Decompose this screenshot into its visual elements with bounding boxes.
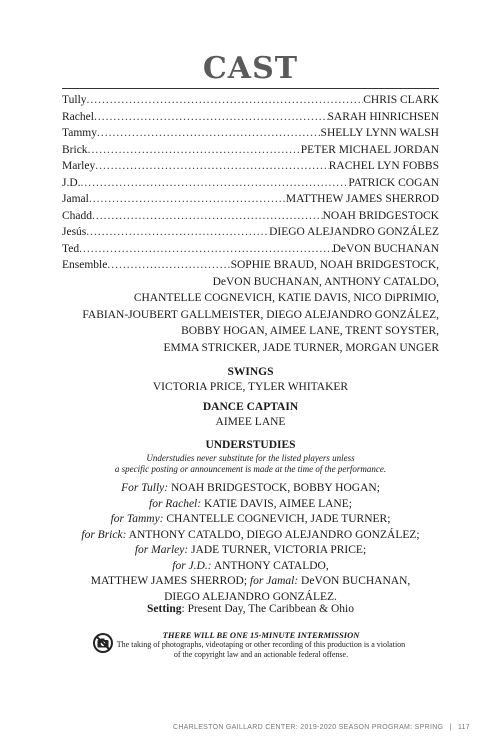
leader-dots <box>107 257 230 274</box>
dance-captain-section <box>0 400 501 430</box>
understudy-role: for J.D.: <box>172 559 212 572</box>
leader-dots <box>95 158 329 175</box>
understudy-names: JADE TURNER, VICTORIA PRICE; <box>191 544 367 556</box>
understudy-role: For Tully: <box>121 482 169 494</box>
leader-dots <box>87 92 364 109</box>
leader-dots <box>89 191 286 208</box>
actor-name: DeVON BUCHANAN <box>332 242 439 255</box>
understudy-role: for Jamal: <box>249 575 299 587</box>
actor-name: PATRICK COGAN <box>348 176 439 189</box>
understudy-role: for Rachel: <box>149 497 202 510</box>
understudy-line <box>0 559 501 575</box>
page-number: 117 <box>457 724 470 731</box>
understudy-names: DeVON BUCHANAN, <box>301 575 411 587</box>
program-title: CHARLESTON GAILLARD CENTER: 2019-2020 SEASON PROGRAM: SPRING <box>172 724 444 731</box>
swings-names: VICTORIA PRICE, TYLER WHITAKER <box>152 381 349 393</box>
understudy-names: NOAH BRIDGESTOCK, BOBBY HOGAN; <box>170 482 380 494</box>
actor-name: PETER MICHAEL JORDAN <box>300 143 439 156</box>
ensemble-line: FABIAN-JOUBERT GALLMEISTER, DIEGO ALEJANDRO GONZÁLEZ, <box>82 308 439 321</box>
role-name: Jesús <box>62 226 87 238</box>
page-footer <box>0 724 470 731</box>
understudy-role: for Brick: <box>81 528 127 541</box>
understudies-note: Understudies never substitute for the listed players unless <box>146 453 355 463</box>
understudy-line <box>0 574 501 590</box>
ensemble-line: CHANTELLE COGNEVICH, KATIE DAVIS, NICO DiPRIMIO, <box>133 292 439 304</box>
leader-dots <box>97 125 321 142</box>
ensemble-line: DeVON BUCHANAN, ANTHONY CATALDO, <box>212 275 439 288</box>
cast-row <box>62 175 439 192</box>
copyright-notice: The taking of photographs, videotaping or other recording of this production is a violation <box>116 640 406 649</box>
understudy-names: ANTHONY CATALDO, <box>213 559 329 572</box>
intermission-heading: THERE WILL BE ONE 15-MINUTE INTERMISSION <box>162 630 360 640</box>
cast-row <box>62 224 439 241</box>
dance-captain-name: AIMEE LANE <box>215 416 286 428</box>
understudies-heading: UNDERSTUDIES <box>205 439 296 451</box>
role-name: Ensemble <box>62 259 108 271</box>
setting-value: : Present Day, The Caribbean & Ohio <box>181 603 354 615</box>
understudy-role: for Marley: <box>134 544 189 556</box>
actor-name: CHRIS CLARK <box>363 94 439 106</box>
leader-dots <box>88 142 301 159</box>
actor-name: RACHEL LYN FOBBS <box>328 160 439 172</box>
role-name: Ted <box>62 242 80 255</box>
leader-dots <box>79 241 333 258</box>
ensemble-line: EMMA STRICKER, JADE TURNER, MORGAN UNGER <box>163 341 439 354</box>
leader-dots <box>81 175 349 192</box>
leader-dots <box>94 109 328 126</box>
cast-row <box>62 241 439 258</box>
understudy-names: MATTHEW JAMES SHERROD; <box>90 575 248 587</box>
intermission-notice <box>92 630 422 660</box>
setting-line <box>0 602 501 617</box>
role-name: Tully <box>62 94 87 106</box>
understudies-section <box>0 438 501 605</box>
role-name: Brick <box>62 143 88 156</box>
role-name: Marley <box>62 160 96 172</box>
understudy-line <box>0 512 501 528</box>
swings-heading: SWINGS <box>227 366 274 378</box>
actor-name: NOAH BRIDGESTOCK <box>322 209 439 222</box>
copyright-notice: of the copyright law and an actionable federal offense. <box>173 650 349 659</box>
cast-row <box>62 191 439 208</box>
leader-dots <box>86 224 269 241</box>
role-name: J.D. <box>62 176 81 189</box>
understudies-note: a specific posting or announcement is made at the time of the performance. <box>114 464 387 474</box>
swings-section <box>0 365 501 395</box>
understudy-line <box>0 528 501 544</box>
setting-label: Setting <box>147 603 182 615</box>
role-name: Jamal <box>62 193 89 205</box>
understudy-line: DIEGO ALEJANDRO GONZÁLEZ. <box>164 590 337 603</box>
understudy-names: ANTHONY CATALDO, DIEGO ALEJANDRO GONZÁLEZ; <box>128 528 420 541</box>
cast-row <box>62 208 439 225</box>
actor-name: SARAH HINRICHSEN <box>327 110 439 123</box>
understudy-line <box>0 543 501 559</box>
title-rule <box>62 88 439 89</box>
understudy-line <box>0 497 501 513</box>
actor-name: SHELLY LYNN WALSH <box>320 127 439 139</box>
role-name: Tammy <box>62 127 97 139</box>
leader-dots <box>92 208 323 225</box>
role-name: Rachel <box>62 110 94 123</box>
role-name: Chadd <box>62 209 93 222</box>
understudy-role: for Tammy: <box>110 513 164 525</box>
ensemble-line: BOBBY HOGAN, AIMEE LANE, TRENT SOYSTER, <box>181 325 439 337</box>
cast-row <box>62 92 439 109</box>
understudy-names: KATIE DAVIS, AIMEE LANE; <box>203 497 352 510</box>
cast-row <box>62 125 439 142</box>
page-title: CAST <box>202 51 299 86</box>
actor-name: MATTHEW JAMES SHERROD <box>285 193 439 205</box>
cast-list <box>62 92 439 356</box>
cast-row <box>62 142 439 159</box>
actor-name: DIEGO ALEJANDRO GONZÁLEZ <box>269 226 439 238</box>
understudy-line <box>0 481 501 497</box>
dance-captain-heading: DANCE CAPTAIN <box>202 401 299 413</box>
cast-row <box>62 158 439 175</box>
footer-separator: | <box>449 724 452 731</box>
no-camera-icon <box>92 632 114 654</box>
actor-name: SOPHIE BRAUD, NOAH BRIDGESTOCK, <box>230 259 439 271</box>
cast-row <box>62 109 439 126</box>
understudy-names: CHANTELLE COGNEVICH, JADE TURNER; <box>166 513 391 525</box>
ensemble-row <box>62 257 439 274</box>
